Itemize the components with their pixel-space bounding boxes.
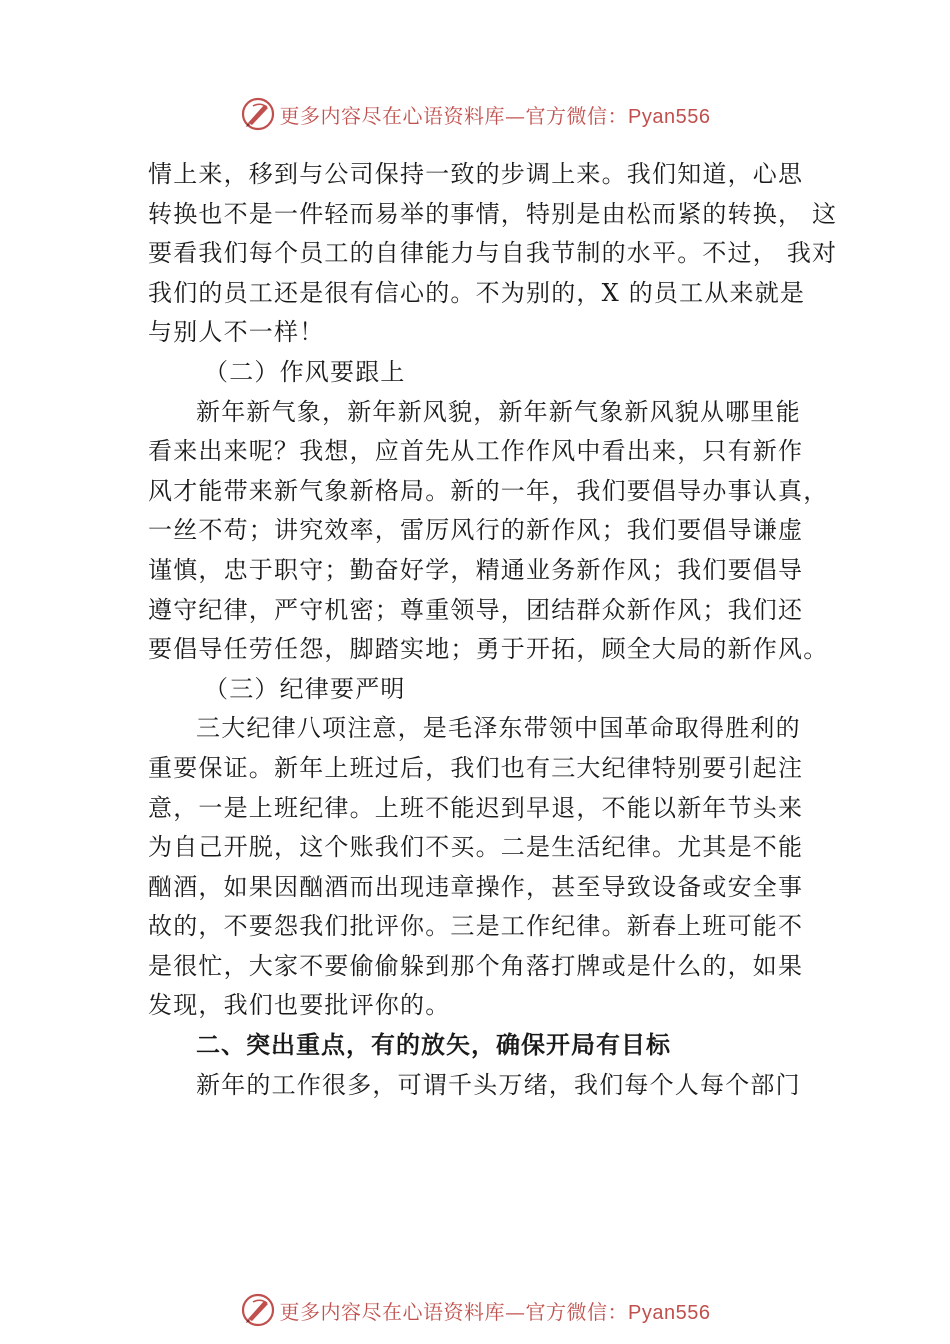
paragraph-line: 转换也不是一件轻而易举的事情，特别是由松而紧的转换， 这 (148, 199, 838, 228)
watermark-text (280, 1296, 711, 1325)
subheading-zuofeng: （二）作风要跟上 (204, 357, 406, 386)
paragraph-line: 要看我们每个员工的自律能力与自我节制的水平。不过， 我对 (148, 239, 838, 268)
watermark-separator: — (505, 103, 526, 128)
paragraph-line: 我们的员工还是很有信心的。不为别的，X 的员工从来就是 (148, 278, 806, 307)
pen-logo-icon (240, 96, 276, 132)
paragraph-line: 一丝不苟；讲究效率，雷厉风行的新作风；我们要倡导谦虚 (148, 516, 804, 545)
paragraph-line: 与别人不一样！ (148, 318, 325, 347)
paragraph-4 (148, 1066, 808, 1106)
header-watermark (0, 94, 950, 134)
paragraph-line: 情上来，移到与公司保持一致的步调上来。我们知道，心思 (148, 160, 804, 188)
subheading-jilv: （三）纪律要严明 (204, 674, 406, 703)
paragraph-line: 新年的工作很多，可谓千头万绪，我们每个人每个部门 (196, 1070, 801, 1099)
paragraph-line: 故的，不要怨我们批评你。三是工作纪律。新春上班可能不 (148, 912, 804, 941)
section-heading-2: 二、突出重点，有的放矢，确保开局有目标 (196, 1031, 671, 1060)
paragraph-1 (148, 155, 838, 353)
watermark-main: 更多内容尽在心语资料库 (279, 1299, 506, 1324)
watermark-id: Pyan556 (628, 1301, 711, 1324)
paragraph-line: 新年新气象，新年新风貌，新年新气象新风貌从哪里能 (196, 397, 801, 426)
paragraph-line: 要倡导任劳任怨，脚踏实地；勇于开拓，顾全大局的新作风。 (148, 635, 829, 664)
watermark-id: Pyan556 (628, 105, 711, 128)
paragraph-line: 风才能带来新气象新格局。新的一年，我们要倡导办事认真， (148, 476, 829, 505)
paragraph-3 (148, 709, 808, 1026)
watermark-main: 更多内容尽在心语资料库 (279, 103, 506, 128)
paragraph-line: 谨慎，忠于职守；勤奋好学，精通业务新作风；我们要倡导 (148, 555, 804, 584)
pen-logo-icon (240, 1292, 276, 1328)
footer-watermark (0, 1290, 950, 1330)
paragraph-line: 意，一是上班纪律。上班不能迟到早退，不能以新年节头来 (148, 793, 804, 822)
paragraph-line: 酗酒，如果因酗酒而出现违章操作，甚至导致设备或安全事 (148, 872, 804, 901)
paragraph-line: 为自己开脱，这个账我们不买。二是生活纪律。尤其是不能 (148, 833, 804, 862)
paragraph-2 (148, 393, 829, 670)
paragraph-line: 发现，我们也要批评你的。 (148, 991, 451, 1020)
paragraph-line: 看来出来呢？我想，应首先从工作作风中看出来，只有新作 (148, 437, 804, 466)
paragraph-line: 三大纪律八项注意，是毛泽东带领中国革命取得胜利的 (196, 714, 801, 743)
watermark-separator: — (505, 1299, 526, 1324)
paragraph-line: 重要保证。新年上班过后，我们也有三大纪律特别要引起注 (148, 753, 804, 782)
watermark-text (280, 100, 711, 129)
document-body (148, 155, 838, 1105)
paragraph-line: 是很忙，大家不要偷偷躲到那个角落打牌或是什么的，如果 (148, 951, 804, 980)
watermark-label: 官方微信： (525, 103, 629, 128)
watermark-label: 官方微信： (525, 1299, 629, 1324)
paragraph-line: 遵守纪律，严守机密；尊重领导，团结群众新作风；我们还 (148, 595, 804, 624)
